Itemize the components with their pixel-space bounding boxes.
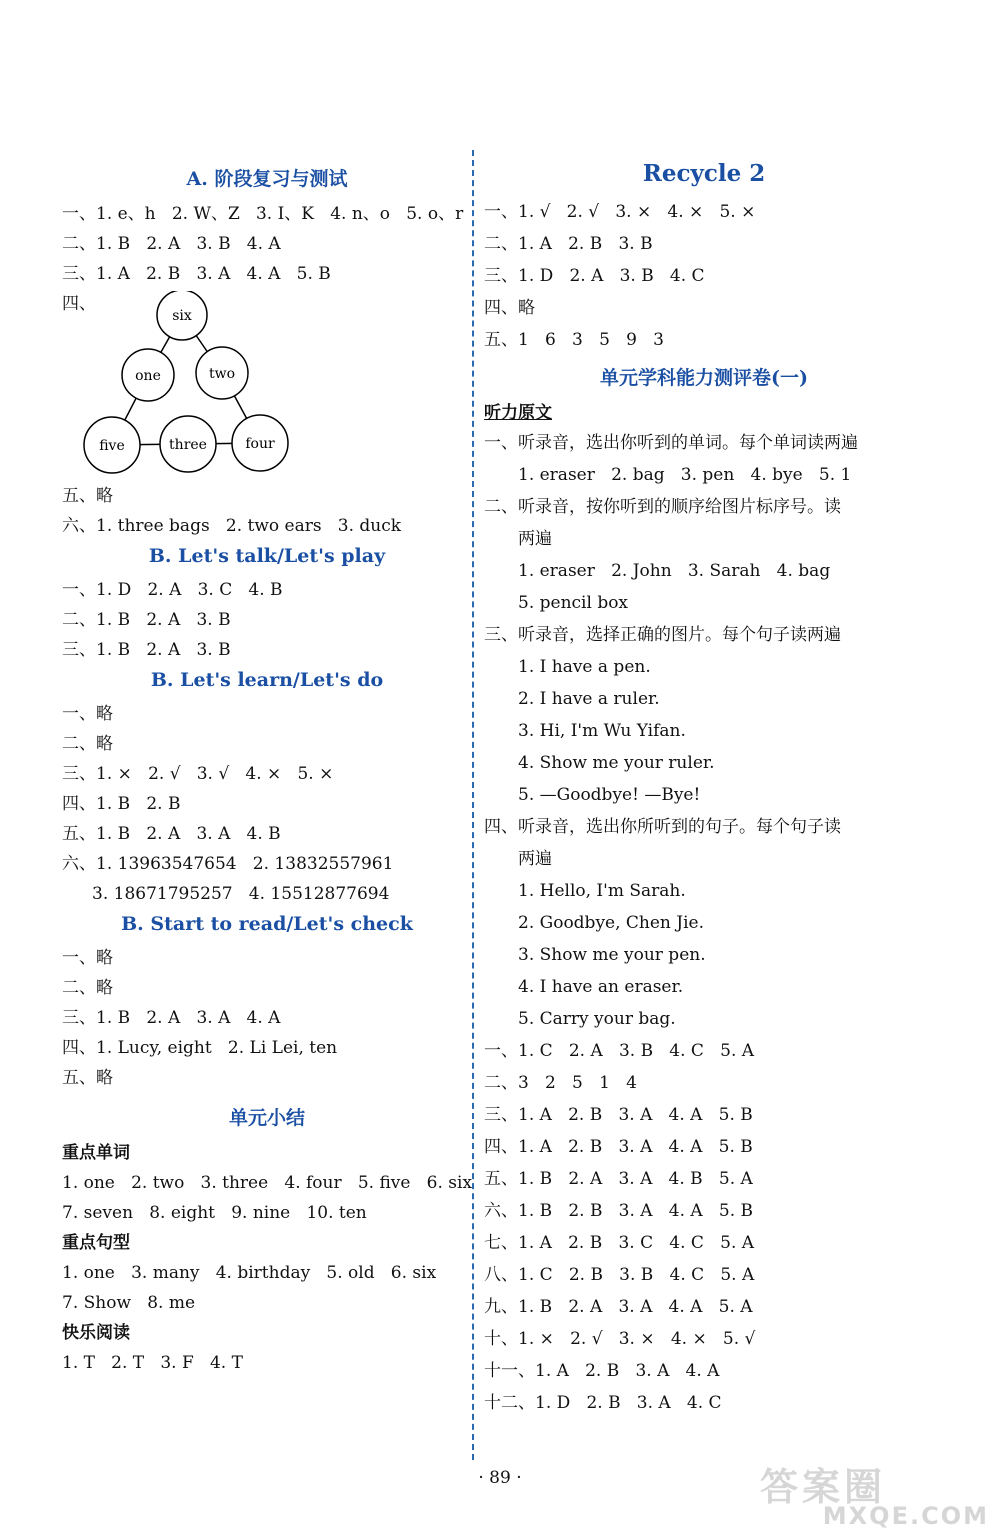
answer-line: 六、1. three bags 2. two ears 3. duck [62,516,402,536]
circle-label: five [99,438,125,454]
answer-line: 四、略 [484,298,535,318]
answer-line: 1. one 2. two 3. three 4. four 5. five 6. six [62,1173,473,1193]
question-line: 四、听录音，选出你所听到的句子。每个句子读 [484,817,841,837]
answer-line: 1. T 2. T 3. F 4. T [62,1353,243,1373]
answer-line: 3. Show me your pen. [518,945,706,965]
subheading: 听力原文 [484,403,552,423]
answer-line: 九、1. B 2. A 3. A 4. A 5. A [484,1297,753,1317]
subheading: 快乐阅读 [62,1323,130,1343]
answer-line: 三、1. B 2. A 3. A 4. A [62,1008,281,1028]
answer-line: 1. eraser 2. John 3. Sarah 4. bag [518,561,831,581]
section-title-b1: B. Let's talk/Let's play [148,545,386,567]
answer-line: 一、1. C 2. A 3. B 4. C 5. A [484,1041,755,1061]
column-divider [472,150,474,1460]
answer-line: 3. 18671795257 4. 15512877694 [92,884,390,904]
answer-line: 4. I have an eraser. [518,977,684,997]
section-title-recycle: Recycle 2 [642,160,766,187]
answer-line: 六、1. 13963547654 2. 13832557961 [62,854,394,874]
question-line: 二、听录音，按你听到的顺序给图片标序号。读 [484,497,841,517]
answer-line: 7. seven 8. eight 9. nine 10. ten [62,1203,367,1223]
answer-line: 二、略 [62,734,113,754]
answer-line: 一、略 [62,704,113,724]
answer-line: 三、1. A 2. B 3. A 4. A 5. B [484,1105,753,1125]
answer-line: 五、略 [62,1068,113,1088]
answer-line: 四、 [62,294,96,314]
circle-label: three [169,437,207,453]
answer-line: 7. Show 8. me [62,1293,196,1313]
circle-label: two [208,366,236,382]
subheading: 重点句型 [62,1233,130,1253]
answer-line: 2. Goodbye, Chen Jie. [518,913,704,933]
answer-line: 1. I have a pen. [518,657,651,677]
section-title-b2: B. Let's learn/Let's do [150,669,384,691]
answer-line: 四、1. A 2. B 3. A 4. A 5. B [484,1137,753,1157]
section-title-test: 单元学科能力测评卷(一) [600,367,808,389]
answer-line: 二、3 2 5 1 4 [484,1073,637,1093]
answer-line: 五、1 6 3 5 9 3 [484,330,664,350]
answer-line: 十一、1. A 2. B 3. A 4. A [484,1361,720,1381]
answer-line: 1. one 3. many 4. birthday 5. old 6. six [62,1263,437,1283]
left-column [62,160,472,1378]
answer-line: 十二、1. D 2. B 3. A 4. C [484,1393,722,1413]
question-line: 两遍 [518,529,552,549]
question-line: 一、听录音，选出你听到的单词。每个单词读两遍 [484,433,858,453]
circle-label: six [172,308,192,324]
answer-line: 5. Carry your bag. [518,1009,676,1029]
circle-label: one [135,368,161,384]
answer-line: 一、1. e、h 2. W、Z 3. I、K 4. n、o 5. o、r [62,204,464,224]
answer-line: 二、1. A 2. B 3. B [484,234,653,254]
answer-line: 二、1. B 2. A 3. B [62,610,231,630]
answer-line: 2. I have a ruler. [518,689,660,709]
answer-line: 1. Hello, I'm Sarah. [518,881,686,901]
answer-line: 一、1. D 2. A 3. C 4. B [62,580,283,600]
answer-line: 五、1. B 2. A 3. A 4. B 5. A [484,1169,753,1189]
answer-line: 三、1. × 2. √ 3. √ 4. × 5. × [62,764,334,784]
answer-line: 十、1. × 2. √ 3. × 4. × 5. √ [484,1329,756,1349]
section-title-b3: B. Start to read/Let's check [121,913,413,935]
page-number: · 89 · [478,1468,522,1488]
question-line: 三、听录音，选择正确的图片。每个句子读两遍 [484,625,841,645]
section-title-a: A. 阶段复习与测试 [186,168,348,190]
answer-line: 二、1. B 2. A 3. B 4. A [62,234,281,254]
answer-line: 四、1. Lucy, eight 2. Li Lei, ten [62,1038,338,1058]
answer-line: 六、1. B 2. B 3. A 4. A 5. B [484,1201,753,1221]
answer-line: 三、1. A 2. B 3. A 4. A 5. B [62,264,331,284]
answer-line: 3. Hi, I'm Wu Yifan. [518,721,686,741]
watermark-logo [760,1465,995,1530]
right-column [484,160,924,1420]
answer-line: 二、略 [62,978,113,998]
answer-line: 五、略 [62,486,113,506]
answer-line: 七、1. A 2. B 3. C 4. C 5. A [484,1233,755,1253]
watermark-url: MXQE.COM [822,1502,989,1530]
answer-line: 八、1. C 2. B 3. B 4. C 5. A [484,1265,755,1285]
answer-line: 5. —Goodbye! —Bye! [518,785,701,805]
number-circle-diagram [82,291,322,481]
watermark-name: 答案圈 [760,1465,887,1509]
subheading: 重点单词 [62,1143,130,1163]
question-line: 两遍 [518,849,552,869]
answer-line: 4. Show me your ruler. [518,753,715,773]
answer-line: 四、1. B 2. B [62,794,181,814]
answer-line: 五、1. B 2. A 3. A 4. B [62,824,281,844]
section-title-summary: 单元小结 [228,1107,305,1129]
answer-line: 一、1. √ 2. √ 3. × 4. × 5. × [484,202,756,222]
circle-label: four [245,436,275,452]
answer-line: 一、略 [62,948,113,968]
answer-line: 1. eraser 2. bag 3. pen 4. bye 5. 1 [518,465,852,485]
answer-line: 三、1. B 2. A 3. B [62,640,231,660]
answer-line: 三、1. D 2. A 3. B 4. C [484,266,705,286]
answer-line: 5. pencil box [518,593,629,613]
